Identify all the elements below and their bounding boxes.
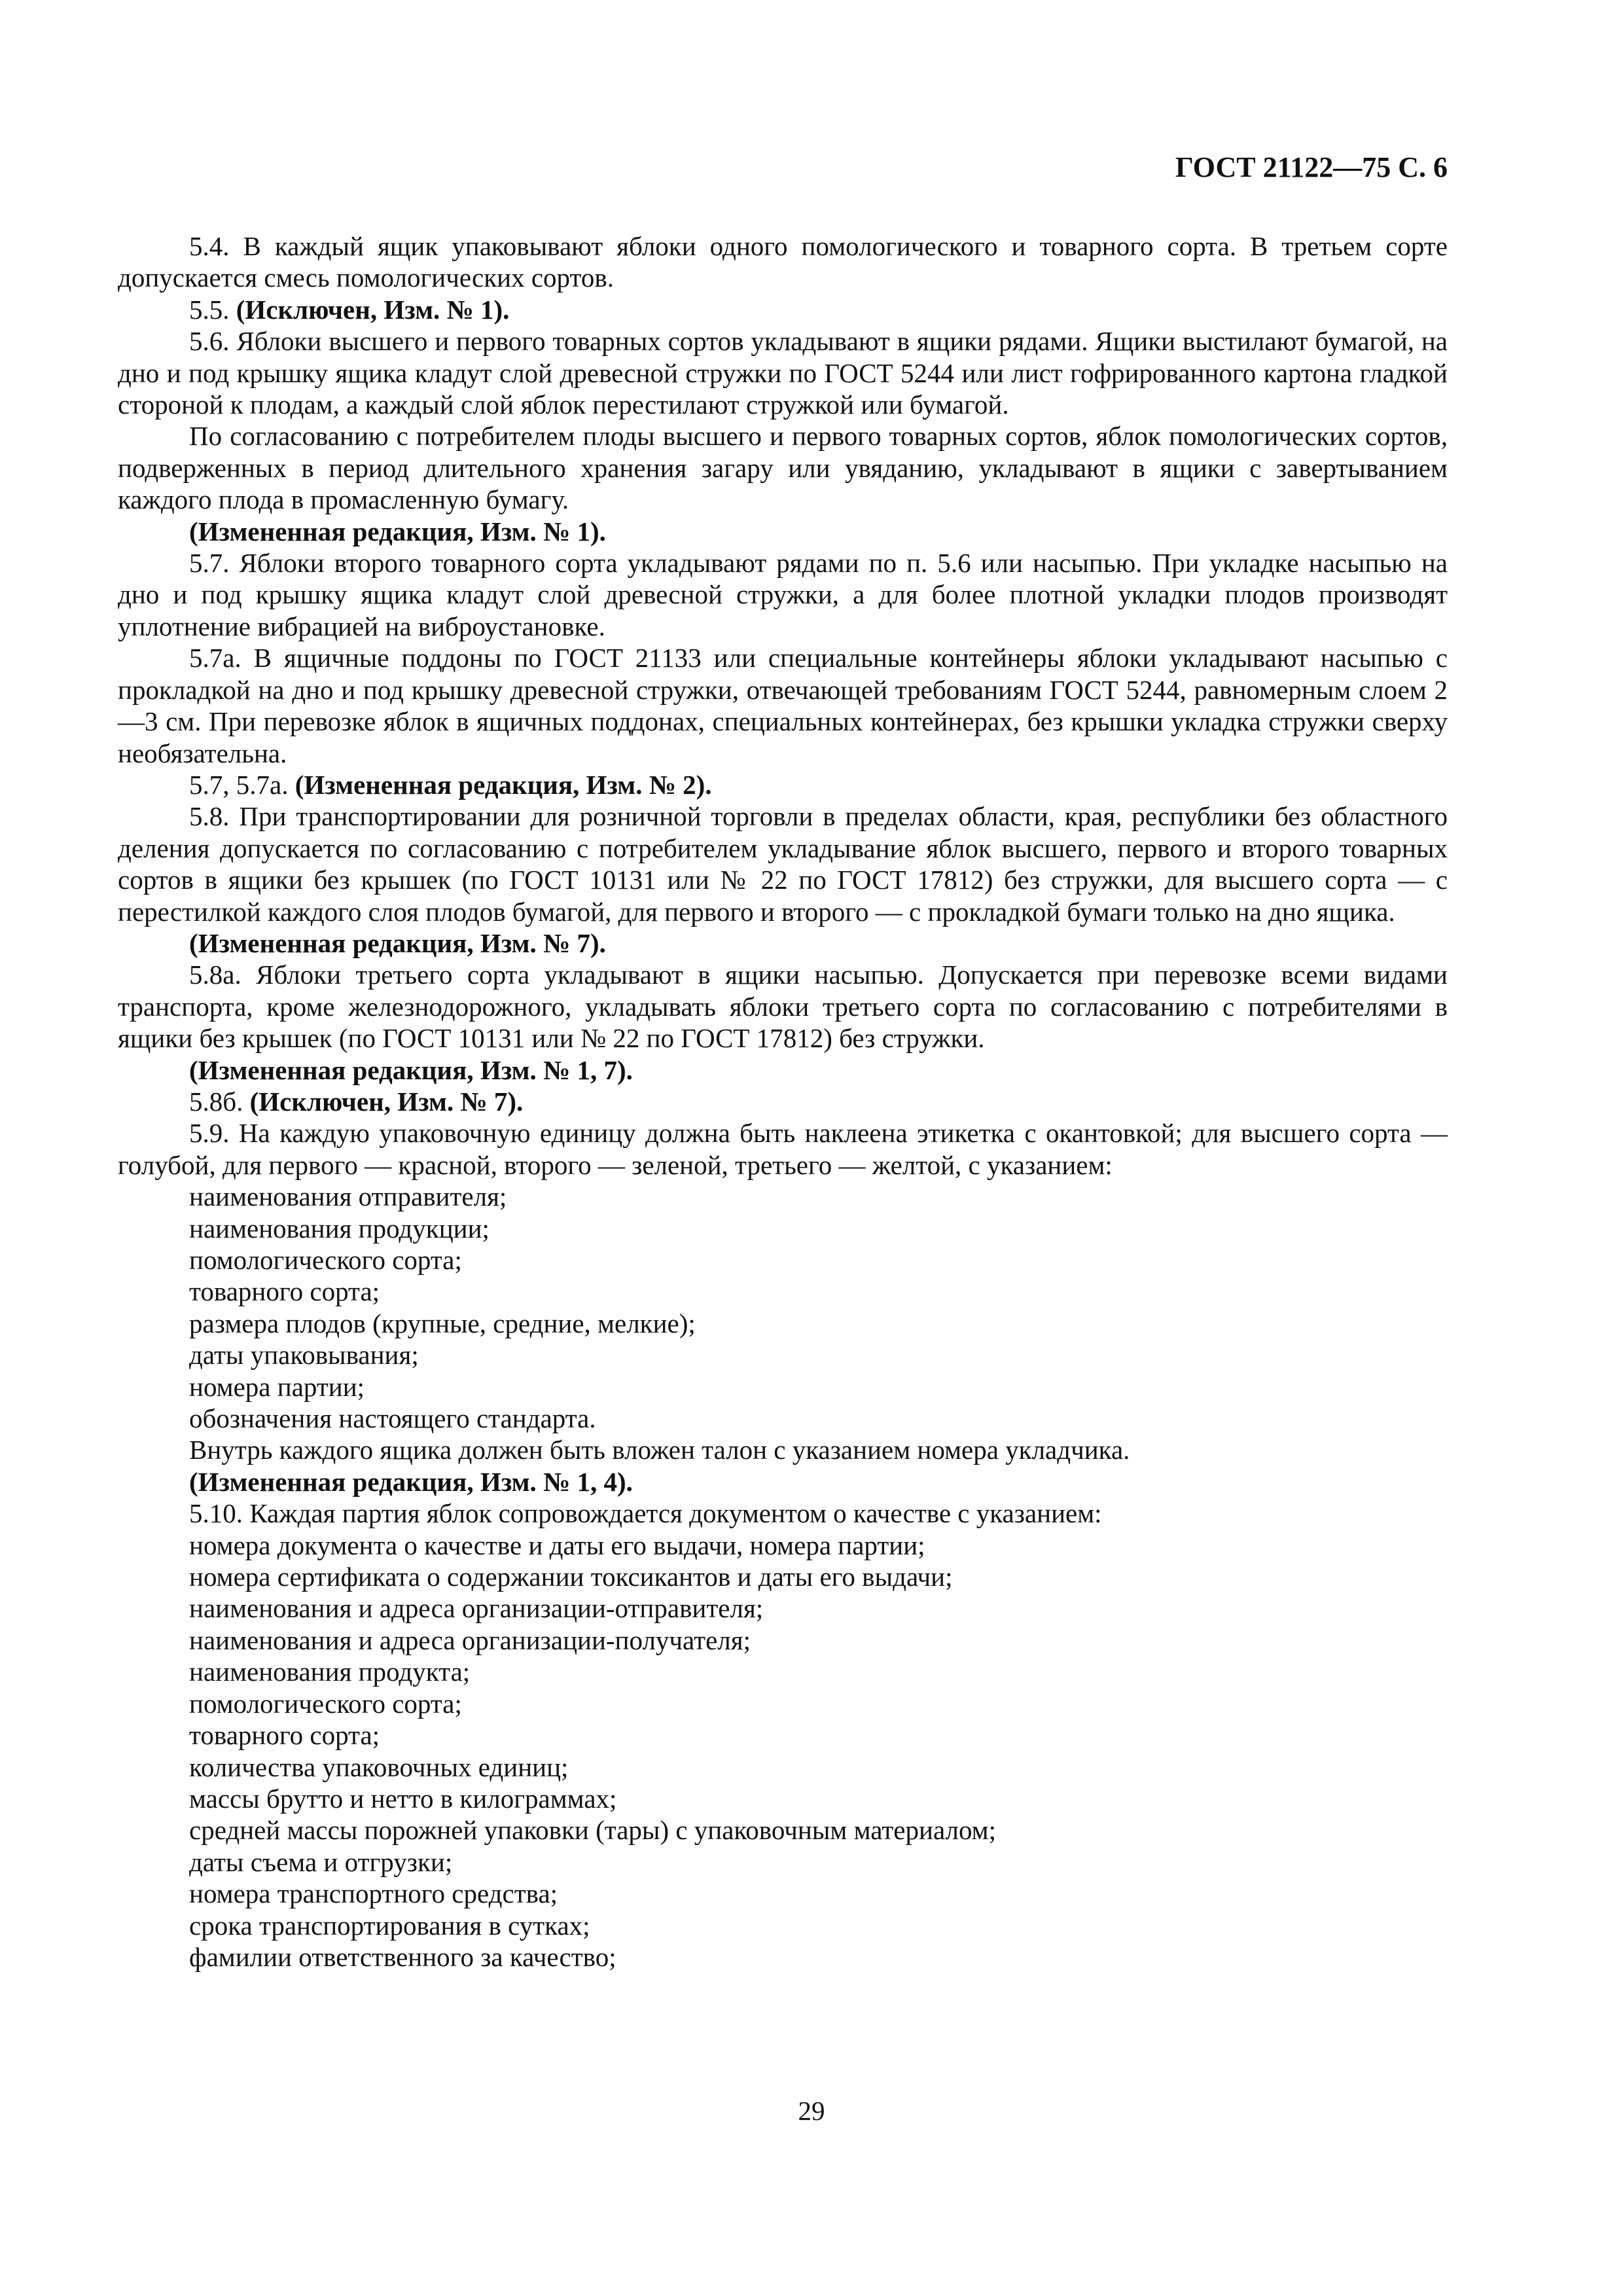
list-item: наименования продукта; [189,1657,471,1687]
list-item: товарного сорта; [189,1276,380,1307]
list-item: размера плодов (крупные, средние, мелкие); [189,1308,696,1338]
clause-5-6-agreement: По согласованию с потребителем плоды высшего и первого товарных сортов, яблок помологических сортов, подверженных в период длительного хранения загару или увяданию, укладывают в ящики с завертыванием каждого плода в промасленную бумагу. [118,421,1448,515]
list-item: наименования и адреса организации-получателя; [189,1624,751,1655]
amendment-note: (Измененная редакция, Изм. № 1). [189,516,606,547]
list-item: помологического сорта; [189,1245,462,1275]
clause-5-5: 5.5. (Исключен, Изм. № 1). [189,294,510,325]
list-item: даты упаковывания; [189,1340,419,1371]
list-item: наименования и адреса организации-отправителя; [189,1593,764,1624]
list-item: даты съема и отгрузки; [189,1846,453,1877]
clause-5-7-amendment: 5.7, 5.7а. (Измененная редакция, Изм. № 2). [189,769,712,800]
amendment-note: (Измененная редакция, Изм. № 7). [189,927,606,958]
list-item: массы брутто и нетто в килограммах; [189,1783,617,1814]
list-item: наименования отправителя; [189,1181,507,1212]
list-item: фамилии ответственного за качество; [189,1941,616,1972]
amendment-note: (Измененная редакция, Изм. № 1, 4). [189,1466,633,1497]
clause-5-6: 5.6. Яблоки высшего и первого товарных сортов укладывают в ящики рядами. Ящики выстилают бумагой, на дно и под крышку ящика кладут слой древесной стружки по ГОСТ 5244 или лист гофрированного картона гладкой стороной к плодам, а каждый слой яблок перестилают стружкой или бумагой. [118,326,1448,420]
amendment-note: (Измененная редакция, Изм. № 1, 7). [189,1054,633,1085]
list-item: количества упаковочных единиц; [189,1751,569,1782]
clause-5-7a: 5.7а. В ящичные поддоны по ГОСТ 21133 или специальные контейнеры яблоки укладывают насыпью с прокладкой на дно и под крышку древесной стружки, отвечающей требованиям ГОСТ 5244, равномерным слоем 2—3 см. При перевозке яблок в ящичных поддонах, специальных контейнерах, без крышки укладка стружки сверху необязательна. [118,643,1448,768]
clause-5-8b: 5.8б. (Исключен, Изм. № 7). [189,1086,524,1117]
list-item: помологического сорта; [189,1688,462,1719]
list-item: срока транспортирования в сутках; [189,1910,590,1941]
list-item: обозначения настоящего стандарта. [189,1403,596,1434]
clause-5-4: 5.4. В каждый ящик упаковывают яблоки одного помологического и товарного сорта. В третьем сорте допускается смесь помологических сортов. [118,231,1448,293]
list-item: наименования продукции; [189,1213,490,1244]
clause-5-8: 5.8. При транспортировании для розничной торговли в пределах области, края, республики без областного деления допускается по согласованию с потребителем укладывание яблок высшего, первого и второго товарных сортов в ящики без крышек (по ГОСТ 10131 или № 22 по ГОСТ 17812) без стружки, для высшего сорта — с перестилкой каждого слоя плодов бумагой, для первого и второго — с прокладкой бумаги только на дно ящика. [118,801,1448,927]
list-item: номера сертификата о содержании токсикантов и даты его выдачи; [189,1562,953,1592]
list-item: средней массы порожней упаковки (тары) с упаковочным материалом; [189,1815,997,1846]
list-item: номера документа о качестве и даты его выдачи, номера партии; [189,1530,925,1560]
clause-5-9: 5.9. На каждую упаковочную единицу должна быть наклеена этикетка с окантовкой; для высшего сорта — голубой, для первого — красной, второго — зеленой, третьего — желтой, с указанием: [118,1118,1448,1180]
document-body [118,230,1448,1973]
clause-5-7: 5.7. Яблоки второго товарного сорта укладывают рядами по п. 5.6 или насыпью. При укладке насыпью на дно и под крышку ящика кладут слой древесной стружки, а для более плотной укладки плодов производят уплотнение вибрацией на виброустановке. [118,548,1448,641]
clause-5-8a: 5.8а. Яблоки третьего сорта укладывают в ящики насыпью. Допускается при перевозке всеми видами транспорта, кроме железнодорожного, укладывать яблоки третьего сорта по согласованию с потребителями в ящики без крышек (по ГОСТ 10131 или № 22 по ГОСТ 17812) без стружки. [118,960,1448,1054]
document-header: ГОСТ 21122—75 С. 6 [1175,151,1448,183]
label-contents-list [118,1181,1448,1434]
list-item: номера транспортного средства; [189,1878,558,1909]
page-number: 29 [798,2096,825,2126]
clause-5-10: 5.10. Каждая партия яблок сопровождается документом о качестве с указанием: [189,1498,1102,1529]
quality-document-list [118,1530,1448,1973]
clause-5-9-coupon: Внутрь каждого ящика должен быть вложен талон с указанием номера укладчика. [189,1435,1130,1465]
list-item: товарного сорта; [189,1720,380,1751]
list-item: номера партии; [189,1371,365,1402]
